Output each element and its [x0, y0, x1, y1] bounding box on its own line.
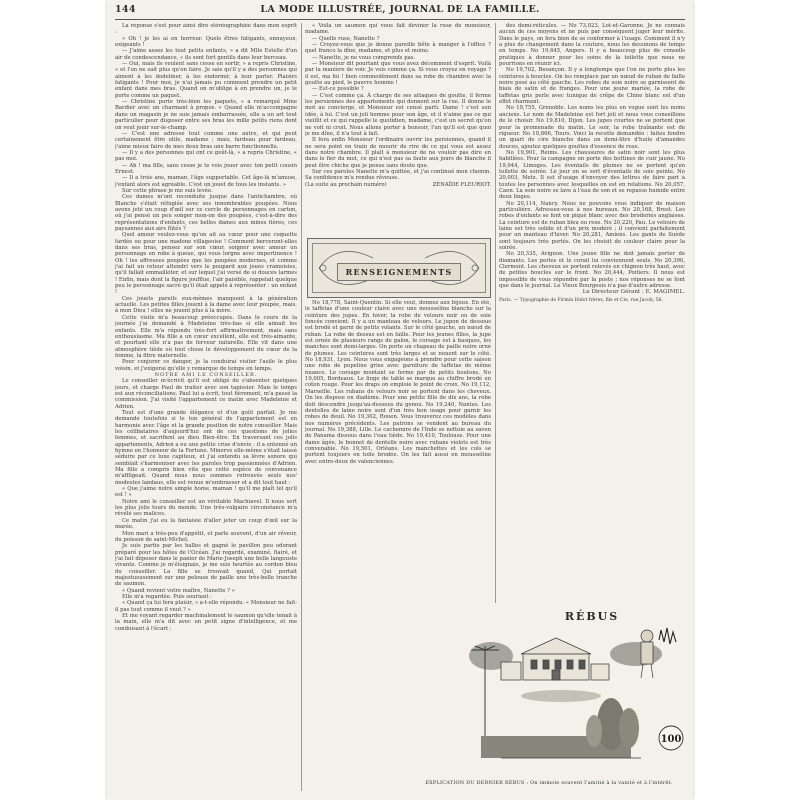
- renseignements-banner: [307, 238, 491, 298]
- paragraph: Elle m'a regardée. Puis souriant :: [122, 593, 212, 600]
- paragraph: — Quelle ruse, Nanette ?: [312, 35, 380, 42]
- paragraph: — Croyez-vous que je donne pareille bête à manger à l'office ? quel franco la dîne, madame, et plus et moins.: [305, 42, 491, 55]
- page-header: [115, 4, 685, 18]
- signature-line: [305, 182, 491, 188]
- author-name: ZÉNAÏDE FLEURIOT.: [432, 181, 491, 188]
- paragraph: Je suis partie par les halles et gagné le pavillon peu odorant préparé pour les hôtes de l'Océan. J'ai regardé, examiné, flairé, et j'ai fait déposer dans le panier de Marie-Joseph une belle langouste vivante. Comme je m'éloignais, je me suis heurtée au cordon bleu du conseiller. La fille se trouvait quand, Qui portait majestueusement sur une pelouse de paille une très-belle tranche de saumon.: [115, 543, 297, 588]
- paragraph: Sur cette phrase je me suis levée.: [122, 187, 213, 194]
- paragraph: — Ah ! ma fille, sans cesse je te vois jouer avec ton petit cousin Ernest.: [115, 162, 297, 175]
- paragraph: — Il a trois ans, maman, l'âge supportable. Cet âge-là m'amuse, j'enfant alors est agréable. C'est un jouet de tous les instants. »: [115, 175, 297, 188]
- paragraph: « Quand revient votre maître, Nanette ? »: [122, 587, 235, 594]
- header-rule: [115, 19, 685, 20]
- paragraph: — Nanette, je ne vous comprends pas.: [312, 54, 416, 61]
- paragraph: Sur ces paroles Nanette m'a quittée, et j'ai continué mon chemin. Sa confidence m'a rendue rêveuse.: [305, 168, 491, 182]
- paragraph: La réponse s'est pour ainsi dire stéréographiée dans mon esprit :: [115, 23, 297, 36]
- paragraph: Pour conjurer ce danger, je la conduirai visiter l'asile le plus voisin, et j'exigerai qu'elle y remarque de temps en temps.: [115, 359, 297, 372]
- column-3: [499, 23, 685, 607]
- paragraph: Mon mari a très-peu d'appétit, et parle souvent, d'un air rêveur, du poisson de saint-Michel.: [115, 530, 297, 543]
- paragraph: — C'est comme ça. À charge de ses attaques de goutte, il ferme les persiennes des appartements qui donnent sur la rue. Il donne le mot au concierge, et Monsieur est censé parti. Dame ! c'est son idée, à lui. C'est un joli homme pour son âge, et il n'aime pas ce qui vieillit et ce qui rappelle le quotidien, madame, c'est un secret qu'on ne voit ni croit. Nous allons porter à bonsoir, l'un qu'il est que quoi je me dîne, il n'a tout à fait.: [305, 92, 491, 137]
- column-divider-right: [495, 23, 496, 603]
- journal-page: [107, 0, 693, 800]
- paragraph: — C'est une adresse tout comme une autre, et qui peut certainement être utile, madame ; mais, fardeau pour fardeau, j'aime mieux faire de mes deux bras une barre fonctionnelle.: [115, 130, 297, 150]
- paragraph: Le conseiller m'écrivit qu'il est obligé de s'absenter quelques jours, et charge Paul de traiter avec son tapissier. Mais le temps est aux réconciliations. Paul lui a écrit, tout fièrement, m'a passé la commission. J'ai visité l'appartement ce matin avec Madeleine et Adrien.: [115, 378, 297, 410]
- paragraph: — Monsieur dit pourtant que vous avez décemment d'esprit. Voilà par la manière de voir. Je vois comme ça. Si vous croyez en voyage ? il est, ma foi ! bien commodément dans sa robe de chambre avec la goutte au pied, le pauvre homme !: [305, 61, 491, 87]
- paragraph: — J'aime assez les tout petits enfants, » a dit Mlle Estelle d'un air de condescendance, « ils sont fort gentils dans leur berceau.: [115, 48, 297, 61]
- journal-title: LA MODE ILLUSTRÉE, JOURNAL DE LA FAMILLE.: [260, 4, 540, 15]
- paragraph: « Que j'aime notre simple home, maman ! qu'il me plaît tel qu'il est ! »: [115, 486, 297, 499]
- paragraph: Quel amour veulez-vous qu'on ait au cœur pour une coquette fardée ou pour une madone villageoise ! Comment berceront-elles dans ses bras, pensez sur son cœur, soigner avec amour un personnage en robe à queue, qui vous lorgne avec impertinence ! Oh ! les affreuses poupées que les poupées modernes, et comme j'ai fait un retour attendri vers le poupard aux joues cramoisies, qu'il fallait emmailloter, et sur lequel j'ai versé de si douces larmes ! Enfin, mais dont la figure joufflue, l'air paisible, rappelait quelque peu le personnage sacré qu'il était appelé à représenter : un enfant !: [115, 232, 297, 296]
- paragraph: des demi-réticules. — No 73,023, Lot-et-Garonne. Je ne connais aucun de ces moyens et ne puis par conséquent juger leur mérite. Dans le pays, on fera bien de se conformer à l'usage. Comment il n'y a plus de changement dans la couture, nous les dessinons de temps en temps. No 19,645, Angers. Il y a beaucoup plus de conseils pratiques à donner pour les soins de la toilette que nous ne pourrions en réunir ici.: [499, 23, 685, 68]
- paragraph: Il fera enfin Monsieur l'ordinaire ouvrir les persiennes, quand il ne sera point en train de mourir de rire de ce qui vous est assez dans notre chambre. Il plaît à monsieur de ne vouloir pas dire en dans le fier du mot, ce qui n'est pas sa faute aux jours de blanche il peut être chiche que je pense sans doute que.: [305, 137, 491, 169]
- column-divider-left: [301, 23, 302, 791]
- renseignements-text: [305, 300, 491, 600]
- paragraph: No 19,901, Reims. Les chaussures de satin noir sont les plus habillées. Pour la campagne on porte des bottines de cuir jaune. No 19,944, Limoges. Les éventails de plumes ne se portent qu'en toilette de soirée. Le jour on se sert d'éventails de soie peinte. No 20,003, Metz. Il est d'usage d'envoyer des lettres de faire part à toutes les personnes avec lesquelles on est en relations. No 20,057, Caen. La soie noire se lave à l'eau de son et se repasse humide entre deux linges.: [499, 149, 685, 201]
- paragraph: No 20,335, Avignon. Une jeune fille ne doit jamais porter de diamants. Les perles et le corail lui conviennent seuls. No 20,390, Clermont. Les cheveux se portent relevés en chignon très haut, avec de petites boucles sur le front. No 20,444, Poitiers. Il nous est impossible de vous répondre par la poste ; nos réponses ne se font que dans le journal. Le Vieux Bourgeois n'a pas d'autre adresse.: [499, 251, 685, 290]
- paragraph: — Christine porte très-bien les paquets, » a remarqué Mme Bardier avec un charmant à propos. « Quand elle m'accompagne dans un magasin je ne suis jamais embarrassée, elle a un art tout particulier pour disposer entre ses bras les mille petits riens dont on veut jouir sur-le-champ.: [115, 99, 297, 131]
- director-signature: Le Directeur Gérant : E. MAGIMEL.: [582, 289, 685, 296]
- paragraph: Cette visite m'a beaucoup préoccupée. Dans le cours de la journée j'ai demandé à Madeleine très-bas si elle aimait les enfants. Elle m'a répondu très-fort affirmativement, mais sans enthousiasme. Ma fille a un cœur excellent, elle est très-aimante, et pourtant elle n'a pas de ferveur naturelle. Elle vit dans une atmosphère tiède où tout chose le développement du cœur de la femme, la fibre maternelle.: [115, 314, 297, 359]
- page-number: 144: [115, 4, 136, 15]
- rebus-title: RÉBUS: [564, 610, 620, 623]
- paragraph: « Voilà un saumon qui vous fait deviner la ruse de monsieur, madame.: [305, 23, 491, 36]
- column-1: [115, 23, 297, 792]
- paragraph: Tout est d'une grande élégance et d'un goût parfait. Je me demande toutefois si le ton général de l'appartement est en harmonie avec l'âge et la grande position de notre conseiller. Mais les célibataires d'aujourd'hui ont de ces questions de jolies femmes, et sacrifient au dieu Bien-être. En traversant ces jolis appartements, Adrien a eu une petite crise d'envie : il a entonné un hymne en l'honneur de la Fortune. Minerve elle-même s'était laissé séduire par ce luxe capiteux, et j'ai entendu sa lèvre sonore qui semblait s'harmoniser avec les paroles trop passionnées d'Adrien. Ma fille a compris bien vite que cette espèce de convenance m'affligeait. Quand nous nous sommes retrouvés seuls nos' modestes landaus, elle est venue m'embrasser et a dit tout haut :: [115, 409, 297, 486]
- printer-line: Paris. — Typographie de Firmin Didot frères, fils et Cie, rue Jacob, 56.: [499, 297, 664, 303]
- paragraph: Et me voyant regarder machinalement le saumon qu'elle tenait à la main, elle m'a dit avec un petit signe d'intelligence, et me conduisant à l'écart :: [115, 612, 297, 632]
- paragraph: « Quand ça lui fera plaisir, » a-t-elle répondu. « Monsieur ne fait-il pas tout comme il veut ? »: [115, 600, 297, 613]
- paragraph: Ces jouets pareils eux-mêmes manquent à la génération actuelle. Les petites filles jouent à la dame avec leur poupée, mais, à mon Dieu ! elles ne jouent plus à la mère.: [115, 295, 297, 315]
- section-title: NOTRE AMI LE CONSEILLER.: [154, 371, 258, 378]
- paragraph: No 19,755, Grenoble. Les noms les plus en vogue sont les noms anciens. Le nom de Madeleine est fort joli et nous vous conseillons de le choisir. No 19,810, Dijon. Les jupes courtes ne se portent que pour la promenade du matin. Le soir, la robe traînante est de rigueur. No 19,866, Tours. Voici la recette demandée : faites fondre un quart de cire blanche dans un demi-litre d'huile d'amandes douces, ajoutez quelques gouttes d'essence de rose.: [499, 105, 685, 150]
- column-2: [305, 23, 491, 238]
- paragraph: No 19,702, Besançon. Il y a longtemps que l'on ne porte plus les ceintures à boucles. On les remplace par un nœud de ruban de faille noire posé au côté gauche. Les robes de soie noire se garnissent de biais de satin et de franges. Pour une jeune mariée, la robe de taffetas gris perle avec tunique de crêpe de Chine blanc est d'un effet charmant.: [499, 67, 685, 106]
- coin-value: 100: [660, 734, 682, 745]
- paragraph: No 20,114, Nancy. Nous ne pouvons vous indiquer de maison particulière. Adressez-vous à nos bureaux. No 20,168, Brest. Les robes d'enfants se font en piqué blanc avec des broderies anglaises. La ceinture est de ruban bleu ou rose. No 20,220, Pau. Le velours de laine est très solide et d'un prix modéré ; il convient parfaitement pour un manteau d'hiver. No 20,281, Amiens. Les gants de Suède sont toujours très portés. On les choisit de couleur claire pour la soirée.: [499, 200, 685, 252]
- paragraph: — Est-ce possible ?: [312, 86, 364, 93]
- paragraph: — Oui, mais ils veulent sans cesse en sortir, » a repris Christine, « et l'on ne sait plus qu'en faire. Je sais qu'il y a des personnes qui aiment à les dodeliner, à les endormir, à leur parler. Plaisirs fatigants ! Pour moi, je n'ai jamais pu comment prendre un petit enfant dans mes bras. Quand on m'oblige à en prendre un, je le porte comme un paquet.: [115, 61, 297, 99]
- rebus-caption: EXPLICATION DU DERNIER RÉBUS : On immole souvent l'amitié à la vanité et à l'intérêt.: [425, 780, 673, 786]
- paragraph: — Il y a des personnes qui ont ce goût-là, » a repris Christine, « pas moi.: [115, 149, 297, 163]
- paragraph: Notre ami le conseiller est un véritable Machiavel. Il nous sert les plus jolis tours du monde. Une très-vulgaire circonstance m'a révélé ses malices.: [115, 498, 297, 518]
- paragraph: Ce matin j'ai eu la fantaisie d'aller jeter un coup d'œil sur la marée.: [115, 517, 297, 531]
- paragraph: « Oh ! je les ai en horreur. Quels êtres fatigants, ennuyeux, exigeants !: [115, 35, 297, 49]
- banner-title: RENSEIGNEMENTS: [337, 263, 461, 281]
- rebus-illustration: [461, 626, 685, 776]
- paragraph: Ces dames m'ont reconduite jusque dans l'antichambre, où Blanche s'était réfugiée avec ses innombrables poupées. Nous avons jeté un coup d'œil sur ce cercle de personnages en carton, où j'ai pensé un peu songer mon-on des poupées, c'est-à-dire des représentations d'enfants, ces belles dames aux mines fières, ces paysannes aux airs fûtés ?: [115, 194, 297, 232]
- continued-note: (La suite au prochain numéro): [305, 181, 387, 188]
- paragraph: No 18,778, Saint-Quentin. Si elle veut, donnez aux bijoux. En été, le taffetas d'une couleur claire avec une mousseline blanche sur la ceinture des jupes. En hiver, la robe de velours noir ou de soie foncée convient. Il y a un manteau de velours. Le jupon de dessous est brodé et garni de petits volants. Sur le côté gauche, un nœud de ruban. La robe de dessus est en faille. Pour les jeunes filles, la jupe est ornée de plusieurs rangs de galon, le corsage est à basques, les manches sont demi-larges. On porte un chapeau de paille noire orné de plumes. Les ceintures sont très larges et se nouent sur le côté. No 18,931, Lyon. Nous vous engageons à prendre pour cette saison une robe de popeline grise avec garniture de taffetas de même nuance. Le corsage montant se ferme par de petits boutons. No 19,005, Bordeaux. Le linge de table se marque au chiffre brodé en coton rouge. Pour les draps on emploie le point de croix. No 19,112, Marseille. Les rubans de velours noir se portent dans les cheveux. On les dispose en diadème. Pour une petite fille de dix ans, la robe doit descendre jusqu'au-dessous du genou. No 19,240, Nantes. Les dentelles de laine noire sont d'un très bon usage pour garnir les robes de deuil. No 19,302, Rouen. Vous trouverez ces modèles dans nos numéros précédents. Les patrons se vendent au bureau du journal. No 19,388, Lille. Le cachemire de l'Inde se nettoie au savon de Panama dissous dans l'eau tiède. No 19,410, Toulouse. Pour une dame âgée, le bonnet de dentelle noire avec rubans violets est très convenable. No 19,501, Orléans. Les manchettes et les cols se portent toujours en toile brodée. On les fait aussi en mousseline avec entre-deux de valenciennes.: [305, 300, 491, 465]
- banner-frame: [312, 243, 486, 293]
